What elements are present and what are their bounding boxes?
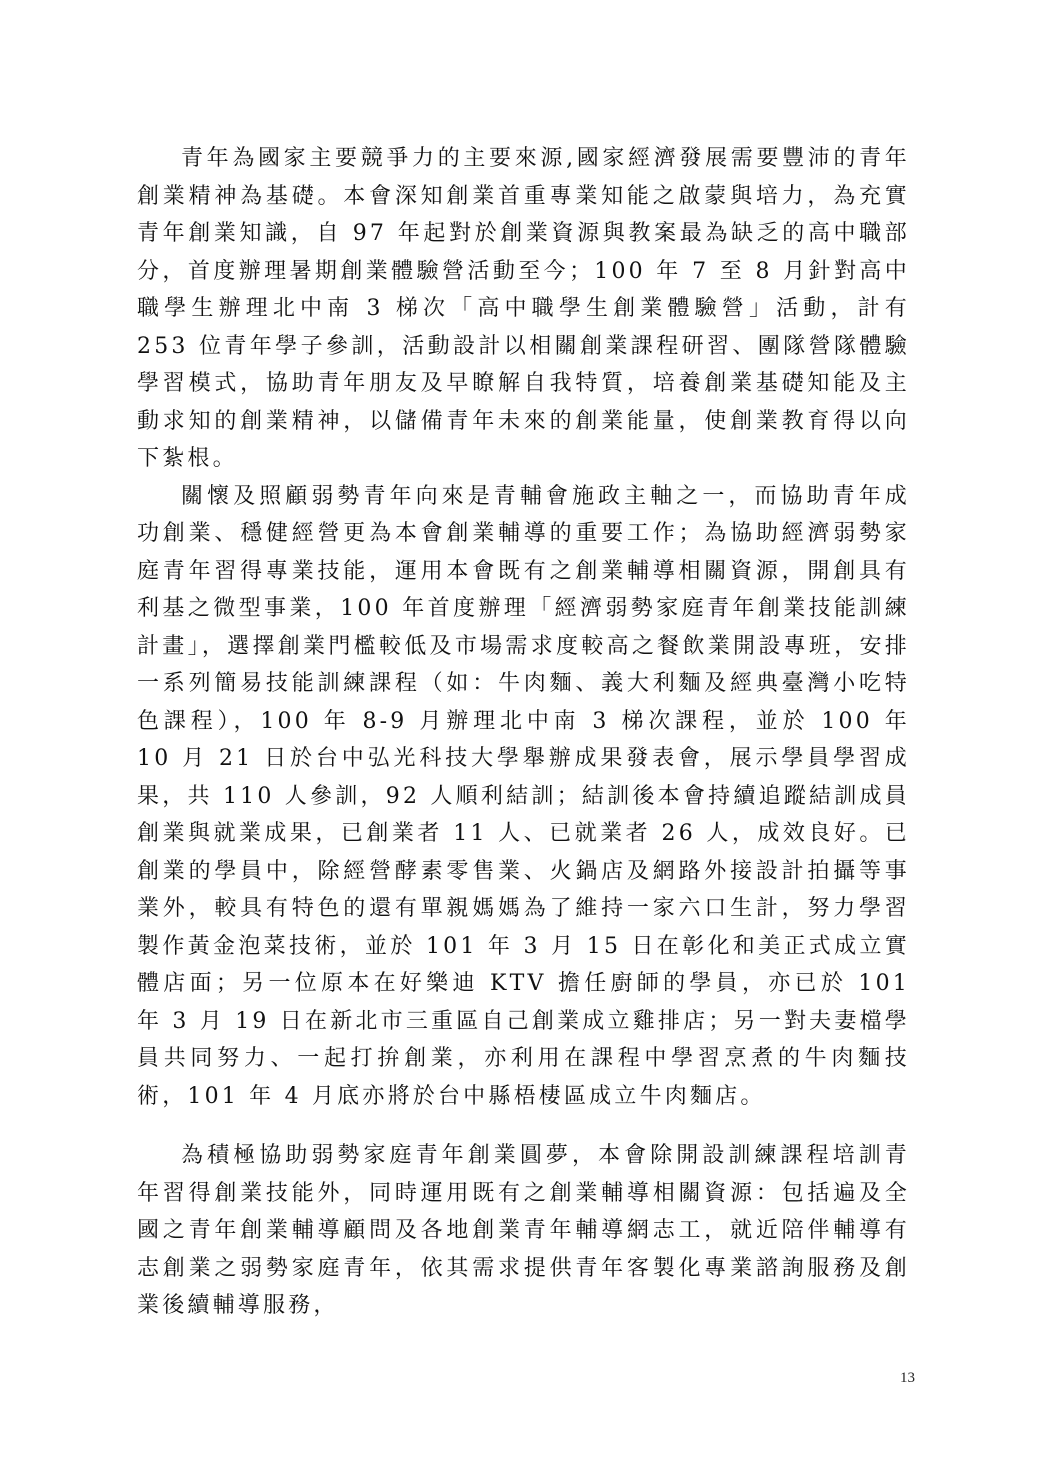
paragraph-entrepreneurship-support: 為積極協助弱勢家庭青年創業圓夢，本會除開設訓練課程培訓青年習得創業技能外，同時運用既有之創業輔導相關資源：包括遍及全國之青年創業輔導顧問及各地創業青年輔導網志工，就近陪伴輔導有志創業之弱勢家庭青年，依其需求提供青年客製化專業諮詢服務及創業後續輔導服務， — [137, 1143, 910, 1318]
document-body — [137, 140, 910, 1325]
page-number: 13 — [900, 1370, 915, 1386]
paragraph-disadvantaged-youth-training: 關懷及照顧弱勢青年向來是青輔會施政主軸之一，而協助青年成功創業、穩健經營更為本會創業輔導的重要工作；為協助經濟弱勢家庭青年習得專業技能，運用本會既有之創業輔導相關資源，開創具有利基之微型事業，100 年首度辦理「經濟弱勢家庭青年創業技能訓練計畫」，選擇創業門檻較低及市場需求度較高之餐飲業開設專班，安排一系列簡易技能訓練課程（如：牛肉麵、義大利麵及經典臺灣小吃特色課程），100 年 8-9 月辦理北中南 3 梯次課程，並於 100 年 10 月 21 日於台中弘光科技大學舉辦成果發表會，展示學員學習成果，共 110 人參訓，92 人順利結訓；結訓後本會持續追蹤結訓成員創業與就業成果，已創業者 11 人、已就業者 26 人，成效良好。已創業的學員中，除經營酵素零售業、火鍋店及網路外接設計拍攝等事業外，較具有特色的還有單親媽媽為了維持一家六口生計，努力學習製作黃金泡菜技術，並於 101 年 3 月 15 日在彰化和美正式成立實體店面；另一位原本在好樂迪 KTV 擔任廚師的學員，亦已於 101 年 3 月 19 日在新北市三重區自己創業成立雞排店；另一對夫妻檔學員共同努力、一起打拚創業，亦利用在課程中學習烹煮的牛肉麵技術，101 年 4 月底亦將於台中縣梧棲區成立牛肉麵店。 — [137, 483, 910, 1109]
paragraph-youth-entrepreneurship-camp: 青年為國家主要競爭力的主要來源,國家經濟發展需要豐沛的青年創業精神為基礎。本會深知創業首重專業知能之啟蒙與培力，為充實青年創業知識，自 97 年起對於創業資源與教案最為缺乏的高中職部分，首度辦理暑期創業體驗營活動至今；100 年 7 至 8 月針對高中職學生辦理北中南 3 梯次「高中職學生創業體驗營」活動，計有 253 位青年學子參訓，活動設計以相關創業課程研習、團隊營隊體驗學習模式，協助青年朋友及早瞭解自我特質，培養創業基礎知能及主動求知的創業精神，以儲備青年未來的創業能量，使創業教育得以向下紮根。 — [137, 146, 910, 471]
